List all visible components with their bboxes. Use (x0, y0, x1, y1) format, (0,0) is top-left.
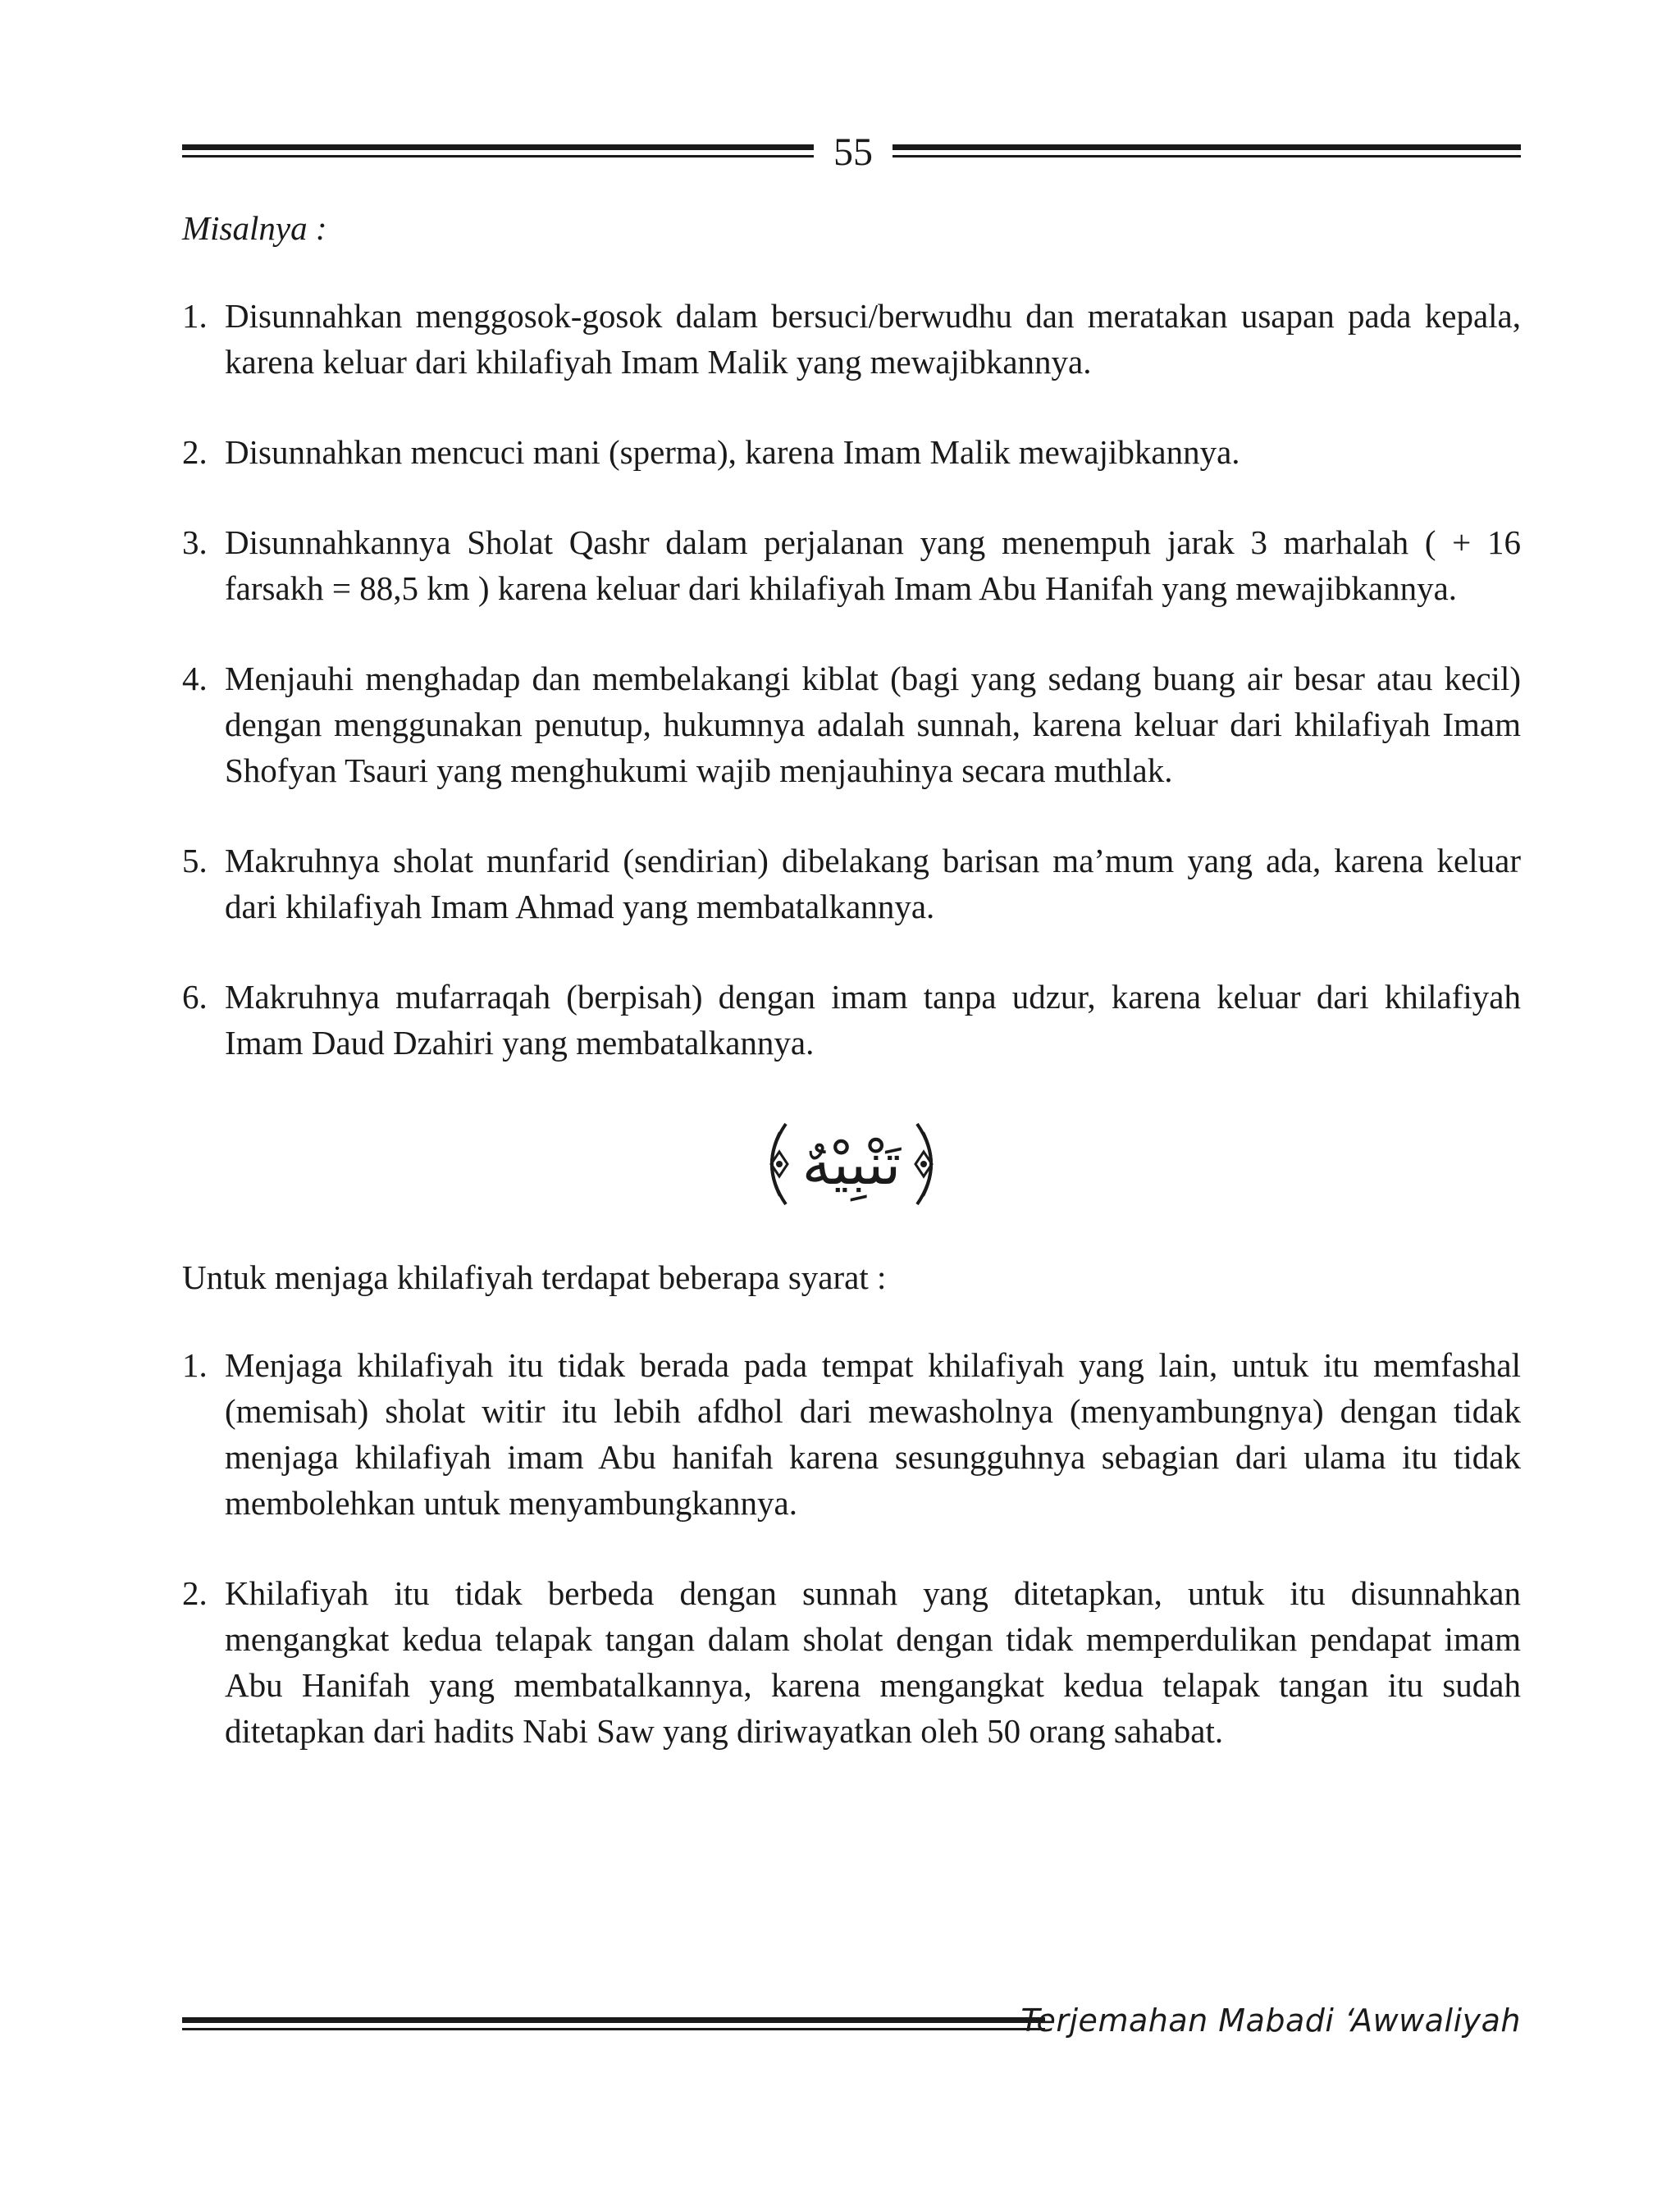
item-text: Menjaga khilafiyah itu tidak berada pada tempat khilafiyah yang lain, untuk itu memfashal (memisah) sholat witir itu lebih afdhol dari mewasholnya (menyambungnya) dengan tidak menjaga khilafiyah imam Abu hanifah karena sesungguhnya sebagian dari ulama itu tidak membolehkan untuk menyambungkannya. (225, 1346, 1521, 1522)
list-item (182, 429, 1521, 475)
tanbih-arabic-title: تَنْبِيْهٌ (801, 1130, 902, 1198)
item-text: Menjauhi menghadap dan membelakangi kiblat (bagi yang sedang buang air besar atau kecil) dengan menggunakan penutup, hukumnya adalah sunnah, karena keluar dari khilafiyah Imam Shofyan Tsauri yang menghukumi wajib menjauhinya secara muthlak. (225, 660, 1521, 789)
item-text: Disunnahkan mencuci mani (sperma), karena Imam Malik mewajibkannya. (225, 433, 1240, 471)
footer-rule (182, 2017, 1045, 2030)
item-text: Disunnahkan menggosok-gosok dalam bersuci/berwudhu dan meratakan usapan pada kepala, karena keluar dari khilafiyah Imam Malik yang mewajibkannya. (225, 297, 1521, 381)
item-number: 1. (182, 297, 208, 335)
list-item (182, 293, 1521, 385)
item-number: 1. (182, 1346, 208, 1384)
list-item (182, 655, 1521, 793)
list-item (182, 974, 1521, 1066)
item-text: Makruhnya sholat munfarid (sendirian) dibelakang barisan ma’mum yang ada, karena keluar dari khilafiyah Imam Ahmad yang membatalkannya. (225, 842, 1521, 925)
item-number: 2. (182, 1574, 208, 1612)
header-rule-right (892, 144, 1521, 158)
page-content (182, 205, 1521, 1798)
page-number: 55 (833, 130, 873, 174)
item-text: Makruhnya mufarraqah (berpisah) dengan imam tanpa udzur, karena keluar dari khilafiyah Imam Daud Dzahiri yang membatalkannya. (225, 978, 1521, 1062)
item-number: 5. (182, 842, 208, 879)
item-number: 3. (182, 523, 208, 561)
item-text: Khilafiyah itu tidak berbeda dengan sunnah yang ditetapkan, untuk itu disunnahkan mengangkat kedua telapak tangan dalam sholat dengan tidak memperdulikan pendapat imam Abu Hanifah yang membatalkannya, karena mengangkat kedua telapak tangan itu sudah ditetapkan dari hadits Nabi Saw yang diriwayatkan oleh 50 orang sahabat. (225, 1574, 1521, 1750)
conditions-list (182, 1342, 1521, 1754)
header-rule-left (182, 144, 814, 158)
item-number: 2. (182, 433, 208, 471)
list-item (182, 1570, 1521, 1754)
list-item (182, 1342, 1521, 1526)
list-item (182, 838, 1521, 929)
item-number: 6. (182, 978, 208, 1016)
footer-book-title: Terjemahan Mabadi ‘Awwaliyah (1020, 2002, 1521, 2039)
intro-example-label: Misalnya : (182, 209, 327, 247)
ornament-left-icon (753, 1119, 791, 1209)
tanbih-heading (182, 1110, 1521, 1218)
intro-conditions: Untuk menjaga khilafiyah terdapat beberapa syarat : (182, 1258, 887, 1296)
example-list (182, 293, 1521, 1066)
item-number: 4. (182, 660, 208, 697)
list-item (182, 519, 1521, 611)
item-text: Disunnahkannya Sholat Qashr dalam perjalanan yang menempuh jarak 3 marhalah ( + 16 farsakh = 88,5 km ) karena keluar dari khilafiyah Imam Abu Hanifah yang mewajibkannya. (225, 523, 1521, 607)
ornament-right-icon (912, 1119, 950, 1209)
